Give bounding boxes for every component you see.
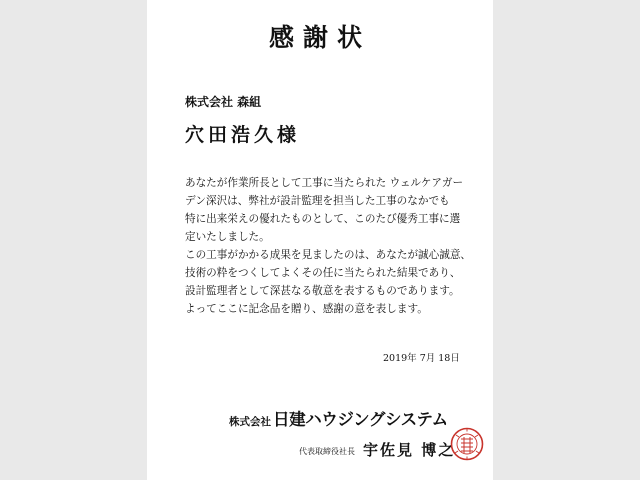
issuer-prefix: 株式会社: [229, 416, 271, 428]
body-line: 定いたしました。: [185, 231, 270, 243]
issue-date: 2019年 7月 18日: [383, 353, 460, 364]
body-line: この工事がかかる成果を見ましたのは、あなたが誠心誠意、: [185, 249, 472, 261]
body-line: よってここに記念品を贈り、感謝の意を表します。: [185, 303, 428, 315]
recipient-company: 株式会社 森組: [185, 95, 262, 109]
representative-name: 宇佐見 博之: [363, 441, 456, 459]
red-company-seal-icon: [450, 426, 484, 462]
body-line: 設計監理者として深甚なる敬意を表するものであります。: [185, 285, 460, 297]
issuer-name: 日建ハウジングシステム: [273, 410, 448, 429]
representative-title: 代表取締役社長: [299, 447, 355, 456]
certificate-body: [185, 174, 485, 318]
certificate-title: 感謝状: [268, 23, 371, 52]
issuer-logo: [229, 406, 448, 430]
body-line: 技術の粋をつくしてよくその任に当たられた結果であり、: [185, 267, 461, 279]
body-line: 特に出来栄えの優れたものとして、このたび優秀工事に選: [185, 213, 461, 225]
certificate-page: [147, 0, 493, 480]
recipient-name: 穴田浩久様: [185, 124, 301, 146]
body-line: あなたが作業所長として工事に当たられた ウェルケアガー: [185, 177, 464, 189]
body-line: デン深沢は、弊社が設計監理を担当した工事のなかでも: [185, 195, 450, 207]
